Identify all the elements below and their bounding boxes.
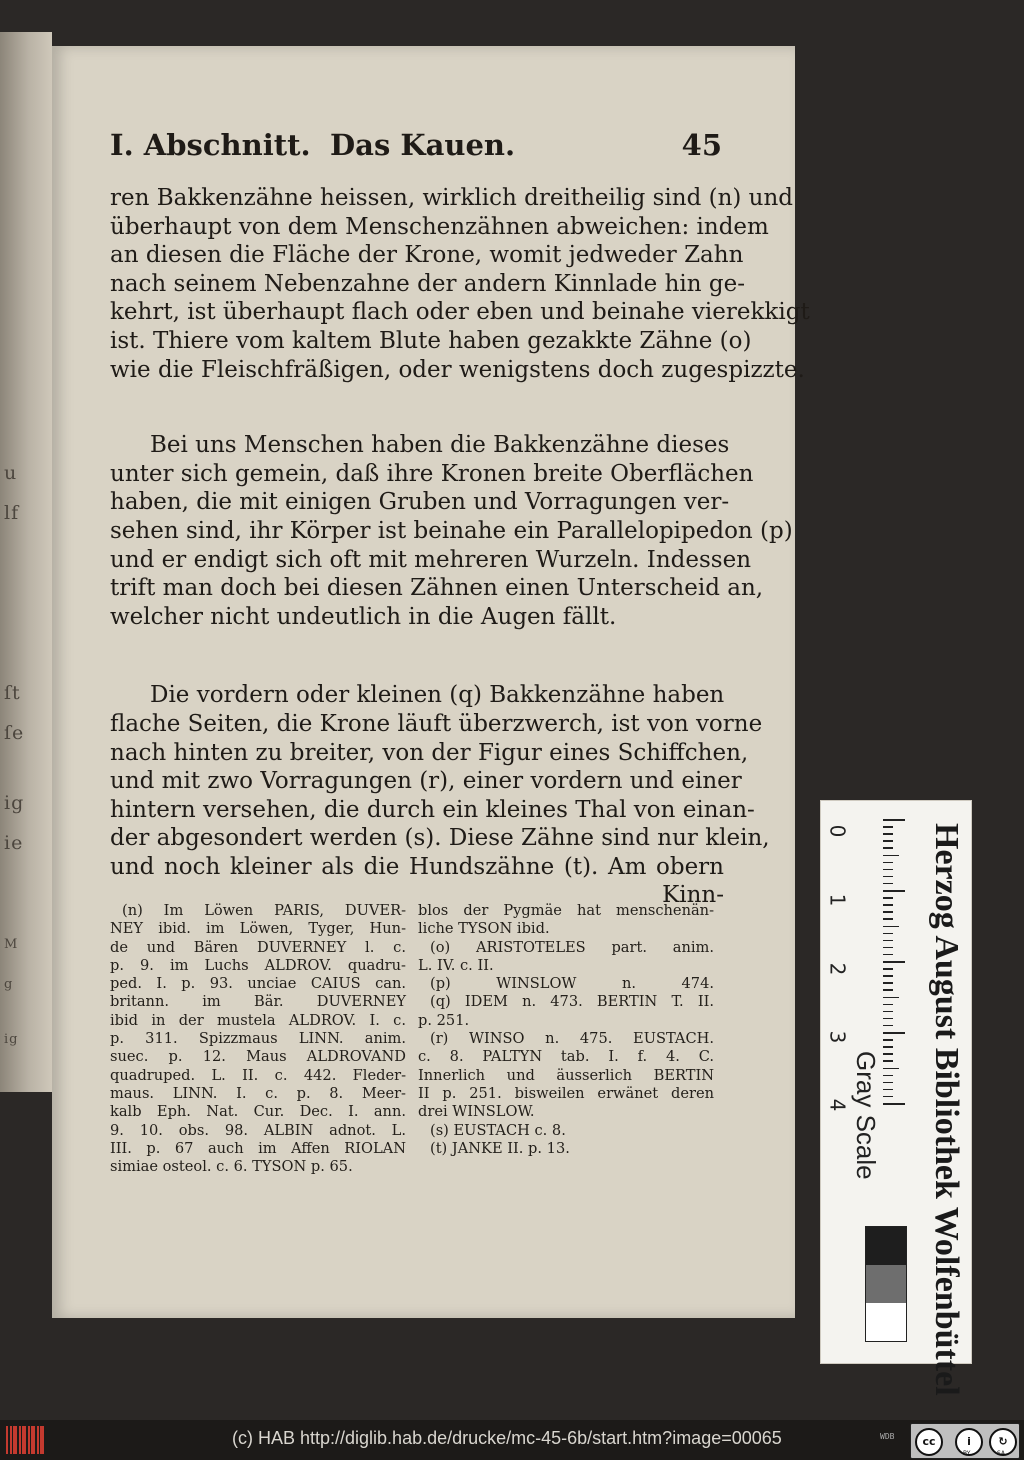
ruler-tick [883, 1082, 893, 1084]
swatch-dark [866, 1227, 906, 1265]
text-line: und mit zwo Vorragungen (r), einer vordern und einer [110, 768, 742, 795]
by-label: BY [963, 1450, 971, 1457]
ruler-tick [883, 968, 893, 970]
ruler-number: 4 [825, 1098, 850, 1112]
footnote-line: blos der Pygmäe hat menschenän- [418, 902, 714, 919]
ruler-tick [883, 989, 893, 991]
ruler-tick [883, 904, 893, 906]
footnote-line: c. 8. PALTYN tab. I. f. 4. C. [418, 1048, 714, 1066]
barcode-icon [6, 1426, 46, 1454]
text-line: überhaupt von dem Menschenzähnen abweichen: indem [110, 213, 769, 240]
footnote-line: L. IV. c. II. [418, 956, 494, 974]
ruler-tick [883, 840, 893, 842]
barcode-bar [37, 1426, 39, 1454]
sa-icon: ↻ [989, 1428, 1017, 1456]
text-line: nach hinten zu breiter, von der Figur eines Schiffchen, [110, 739, 749, 766]
page-number: 45 [681, 128, 722, 162]
footnote-line: Innerlich und äusserlich BERTIN [418, 1066, 714, 1084]
section-heading: I. Abschnitt. [110, 128, 311, 162]
ruler-tick [883, 869, 893, 871]
footnote-line: 9. 10. obs. 98. ALBIN adnot. L. [110, 1121, 406, 1139]
footnotes-right-column [418, 902, 714, 1158]
by-icon: i [955, 1428, 983, 1456]
ruler-ticks [883, 819, 903, 1119]
swatch-mid [866, 1265, 906, 1303]
footnote-line: de und Bären DUVERNEY l. c. [110, 938, 406, 956]
ruler-tick [883, 940, 893, 942]
footnote-line: suec. p. 12. Maus ALDROVAND [110, 1048, 406, 1066]
footnote-line: drei WINSLOW. [418, 1103, 535, 1121]
text-line: Die vordern oder kleinen (q) Bakkenzähne haben [150, 682, 725, 709]
footnote-line: p. 251. [418, 1011, 470, 1029]
footnote-line: (s) EUSTACH c. 8. [430, 1121, 566, 1139]
footnote-line: (p) WINSLOW n. 474. [430, 975, 714, 993]
text-line: nach seinem Nebenzahne der andern Kinnlade hin ge- [110, 270, 746, 297]
ruler-number: 1 [825, 893, 850, 907]
swatch-light [866, 1303, 906, 1341]
book-page [52, 46, 810, 1318]
license-badge[interactable] [910, 1423, 1020, 1459]
paragraph [110, 681, 770, 881]
text-line: welcher nicht undeutlich in die Augen fällt. [110, 603, 617, 630]
ruler-tick [883, 1004, 893, 1006]
footnote-line: simiae osteol. c. 6. TYSON p. 65. [110, 1158, 353, 1176]
running-header [110, 128, 722, 168]
text-line: kehrt, ist überhaupt flach oder eben und beinahe vierekkigt [110, 299, 810, 326]
ruler-tick [883, 947, 893, 949]
facing-page-edge: u lf ſt ſe ig ie M g ig [0, 32, 52, 1092]
footnote-line: (r) WINSO n. 475. EUSTACH. [430, 1030, 714, 1048]
text-line: ist. Thiere vom kaltem Blute haben gezakkte Zähne (o) [110, 327, 752, 354]
text-line: an diesen die Fläche der Krone, womit jedweder Zahn [110, 242, 744, 269]
footnote-line: (q) IDEM n. 473. BERTIN T. II. [430, 993, 714, 1011]
ruler-tick [883, 1025, 893, 1027]
gray-scale-card [820, 800, 972, 1396]
ruler-tick [883, 1096, 893, 1098]
ruler-tick [883, 997, 899, 999]
ruler-tick [883, 862, 893, 864]
barcode-bar [33, 1426, 35, 1454]
footnote-line: NEY ibid. im Löwen, Tyger, Hun- [110, 920, 406, 938]
institution-label: Herzog August Bibliothek Wolfenbüttel [928, 823, 965, 1396]
ruler-tick [883, 918, 893, 920]
ruler-tick [883, 975, 893, 977]
text-line: ren Bakkenzähne heissen, wirklich dreitheilig sind (n) und [110, 185, 794, 211]
ruler-tick [883, 1103, 905, 1105]
text-line: flache Seiten, die Krone läuft überzwerch, ist von vorne [110, 710, 763, 737]
barcode-bar [42, 1426, 44, 1454]
ruler-tick [883, 897, 893, 899]
ruler-tick [883, 1068, 899, 1070]
ruler-number: 3 [825, 1030, 850, 1044]
footnote-line: kalb Eph. Nat. Cur. Dec. I. ann. [110, 1103, 406, 1121]
barcode-bar [19, 1426, 21, 1454]
barcode-bar [6, 1426, 8, 1454]
ruler-tick [883, 1018, 893, 1020]
footnote-line: britann. im Bär. DUVERNEY [110, 993, 406, 1011]
footnote-line: III. p. 67 auch im Affen RIOLAN [110, 1139, 406, 1157]
ruler-tick [883, 883, 893, 885]
footnote-line: II p. 251. bisweilen erwänet deren [418, 1084, 714, 1102]
cc-icon: cc [915, 1428, 943, 1456]
text-line: hintern versehen, die durch ein kleines Thal von einan- [110, 796, 755, 823]
paragraph [110, 184, 810, 384]
paragraph [110, 431, 793, 631]
viewer-footer [0, 1420, 1024, 1460]
barcode-bar [28, 1426, 30, 1454]
footnote-line: ped. I. p. 93. unciae CAIUS can. [110, 975, 406, 993]
footnotes-left-column [110, 902, 406, 1176]
text-line: unter sich gemein, daß ihre Kronen breite Oberflächen [110, 460, 754, 487]
footnote-line: (n) Im Löwen PARIS, DUVER- [122, 902, 406, 919]
ruler-tick [883, 819, 905, 821]
text-line: haben, die mit einigen Gruben und Vorragungen ver- [110, 489, 730, 516]
credit-link[interactable]: (c) HAB http://diglib.hab.de/drucke/mc-45-6b/start.htm?image=00065 [232, 1428, 782, 1448]
ruler-tick [883, 833, 893, 835]
ruler-tick [883, 954, 893, 956]
footnote-line: p. 311. Spizzmaus LINN. anim. [110, 1030, 406, 1048]
ruler-tick [883, 961, 905, 963]
ruler-tick [883, 1060, 893, 1062]
sa-label: SA [997, 1450, 1006, 1457]
ruler-tick [883, 847, 893, 849]
text-line: Bei uns Menschen haben die Bakkenzähne dieses [150, 432, 730, 459]
ruler-tick [883, 876, 893, 878]
footnote-line: liche TYSON ibid. [418, 920, 550, 938]
footnote-line: ibid in der mustela ALDROV. I. c. [110, 1011, 406, 1029]
footnote-line: maus. LINN. I. c. p. 8. Meer- [110, 1084, 406, 1102]
barcode-bar [24, 1426, 26, 1454]
footnote-line: (o) ARISTOTELES part. anim. [430, 938, 714, 956]
ruler-tick [883, 1046, 893, 1048]
gray-scale-label: Gray Scale [851, 1051, 881, 1180]
footnote-line: quadruped. L. II. c. 442. Fleder- [110, 1066, 406, 1084]
wdb-mark: WDB [880, 1432, 895, 1441]
ruler-tick [883, 826, 893, 828]
body-text [110, 184, 810, 910]
ruler-tick [883, 1011, 893, 1013]
footnote-line: p. 9. im Luchs ALDROV. quadru- [110, 956, 406, 974]
chapter-title: Das Kauen. [330, 128, 516, 162]
ruler-tick [883, 911, 893, 913]
ruler-tick [883, 855, 899, 857]
text-line: trift man doch bei diesen Zähnen einen Unterscheid an, [110, 575, 764, 602]
catchword: Kinn- [662, 882, 724, 909]
ruler-tick [883, 1039, 893, 1041]
ruler-tick [883, 933, 893, 935]
ruler-number: 0 [825, 824, 850, 838]
barcode-bar [10, 1426, 12, 1454]
barcode-bar [15, 1426, 17, 1454]
footnote-line: (t) JANKE II. p. 13. [430, 1139, 570, 1157]
ruler-tick [883, 1089, 893, 1091]
ruler-tick [883, 1075, 893, 1077]
text-line: und noch kleiner als die Hundszähne (t). Am obern [110, 853, 724, 880]
ruler-tick [883, 1032, 905, 1034]
ruler-tick [883, 1053, 893, 1055]
ruler-tick [883, 926, 899, 928]
ruler-tick [883, 890, 905, 892]
text-line: wie die Fleischfräßigen, oder wenigstens doch zugespizzte. [110, 356, 805, 383]
text-line: sehen sind, ihr Körper ist beinahe ein Parallelopipedon (p) [110, 517, 793, 544]
ruler-tick [883, 982, 893, 984]
gray-swatches [865, 1226, 907, 1342]
text-line: und er endigt sich oft mit mehreren Wurzeln. Indessen [110, 546, 752, 573]
text-line: der abgesondert werden (s). Diese Zähne sind nur klein, [110, 825, 770, 852]
ruler-number: 2 [825, 962, 850, 976]
